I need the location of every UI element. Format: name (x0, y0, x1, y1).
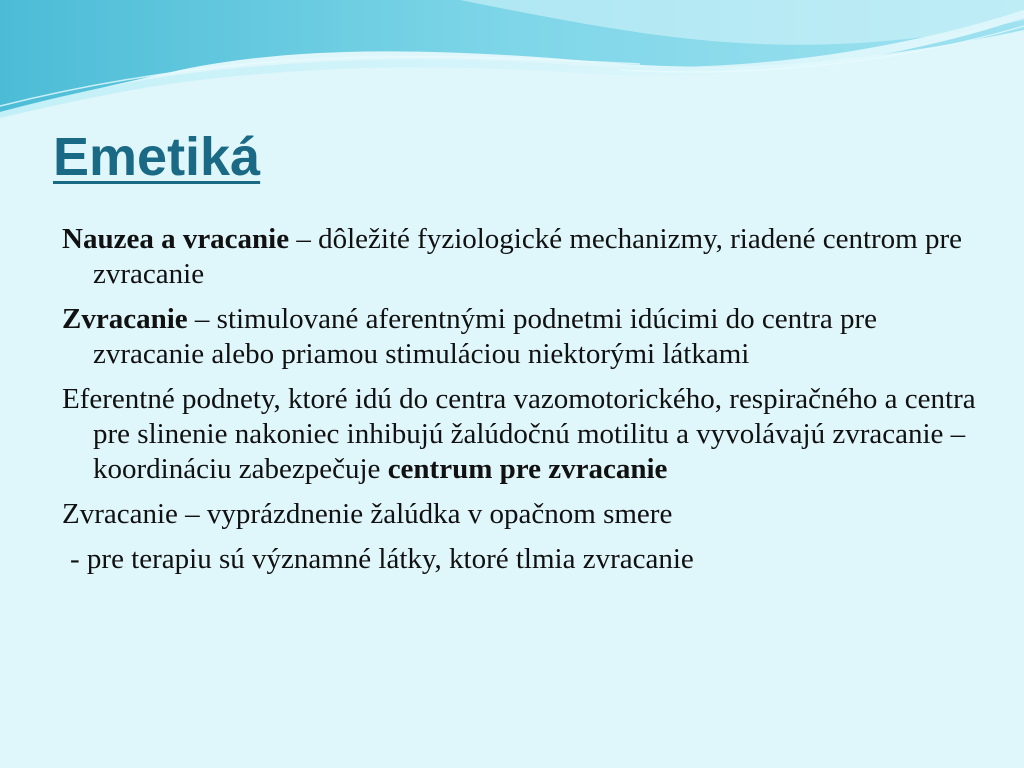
term-nauzea: Nauzea a vracanie (62, 223, 290, 255)
term-zvracanie: Zvracanie (62, 303, 188, 335)
paragraph-eferentne (62, 382, 982, 487)
paragraph-terapia-text: - pre terapiu sú významné látky, ktoré tlmia zvracanie (70, 543, 694, 575)
paragraph-eferentne-text: Eferentné podnety, ktoré idú do centra vazomotorického, respiračného a centra pre slinenie nakoniec inhibujú žalúdočnú motilitu a vyvolávajú zvracanie – koordináciu zabezpečuje (62, 383, 976, 485)
paragraph-nauzea (62, 222, 982, 292)
paragraph-vyprazdnenie-text: Zvracanie – vyprázdnenie žalúdka v opačnom smere (62, 498, 673, 530)
term-centrum: centrum pre zvracanie (387, 453, 668, 485)
paragraph-zvracanie (62, 302, 982, 372)
paragraph-nauzea-text: – dôležité fyziologické mechanizmy, riadené centrom pre zvracanie (93, 223, 963, 290)
paragraph-vyprazdnenie (62, 497, 982, 532)
slide-title: Emetiká (53, 127, 261, 187)
paragraph-terapia (62, 542, 982, 577)
paragraph-zvracanie-text: – stimulované aferentnými podnetmi idúcimi do centra pre zvracanie alebo priamou stimuláciou niektorými látkami (93, 303, 878, 370)
decorative-wave-header (0, 0, 1024, 140)
slide-body (62, 222, 982, 587)
